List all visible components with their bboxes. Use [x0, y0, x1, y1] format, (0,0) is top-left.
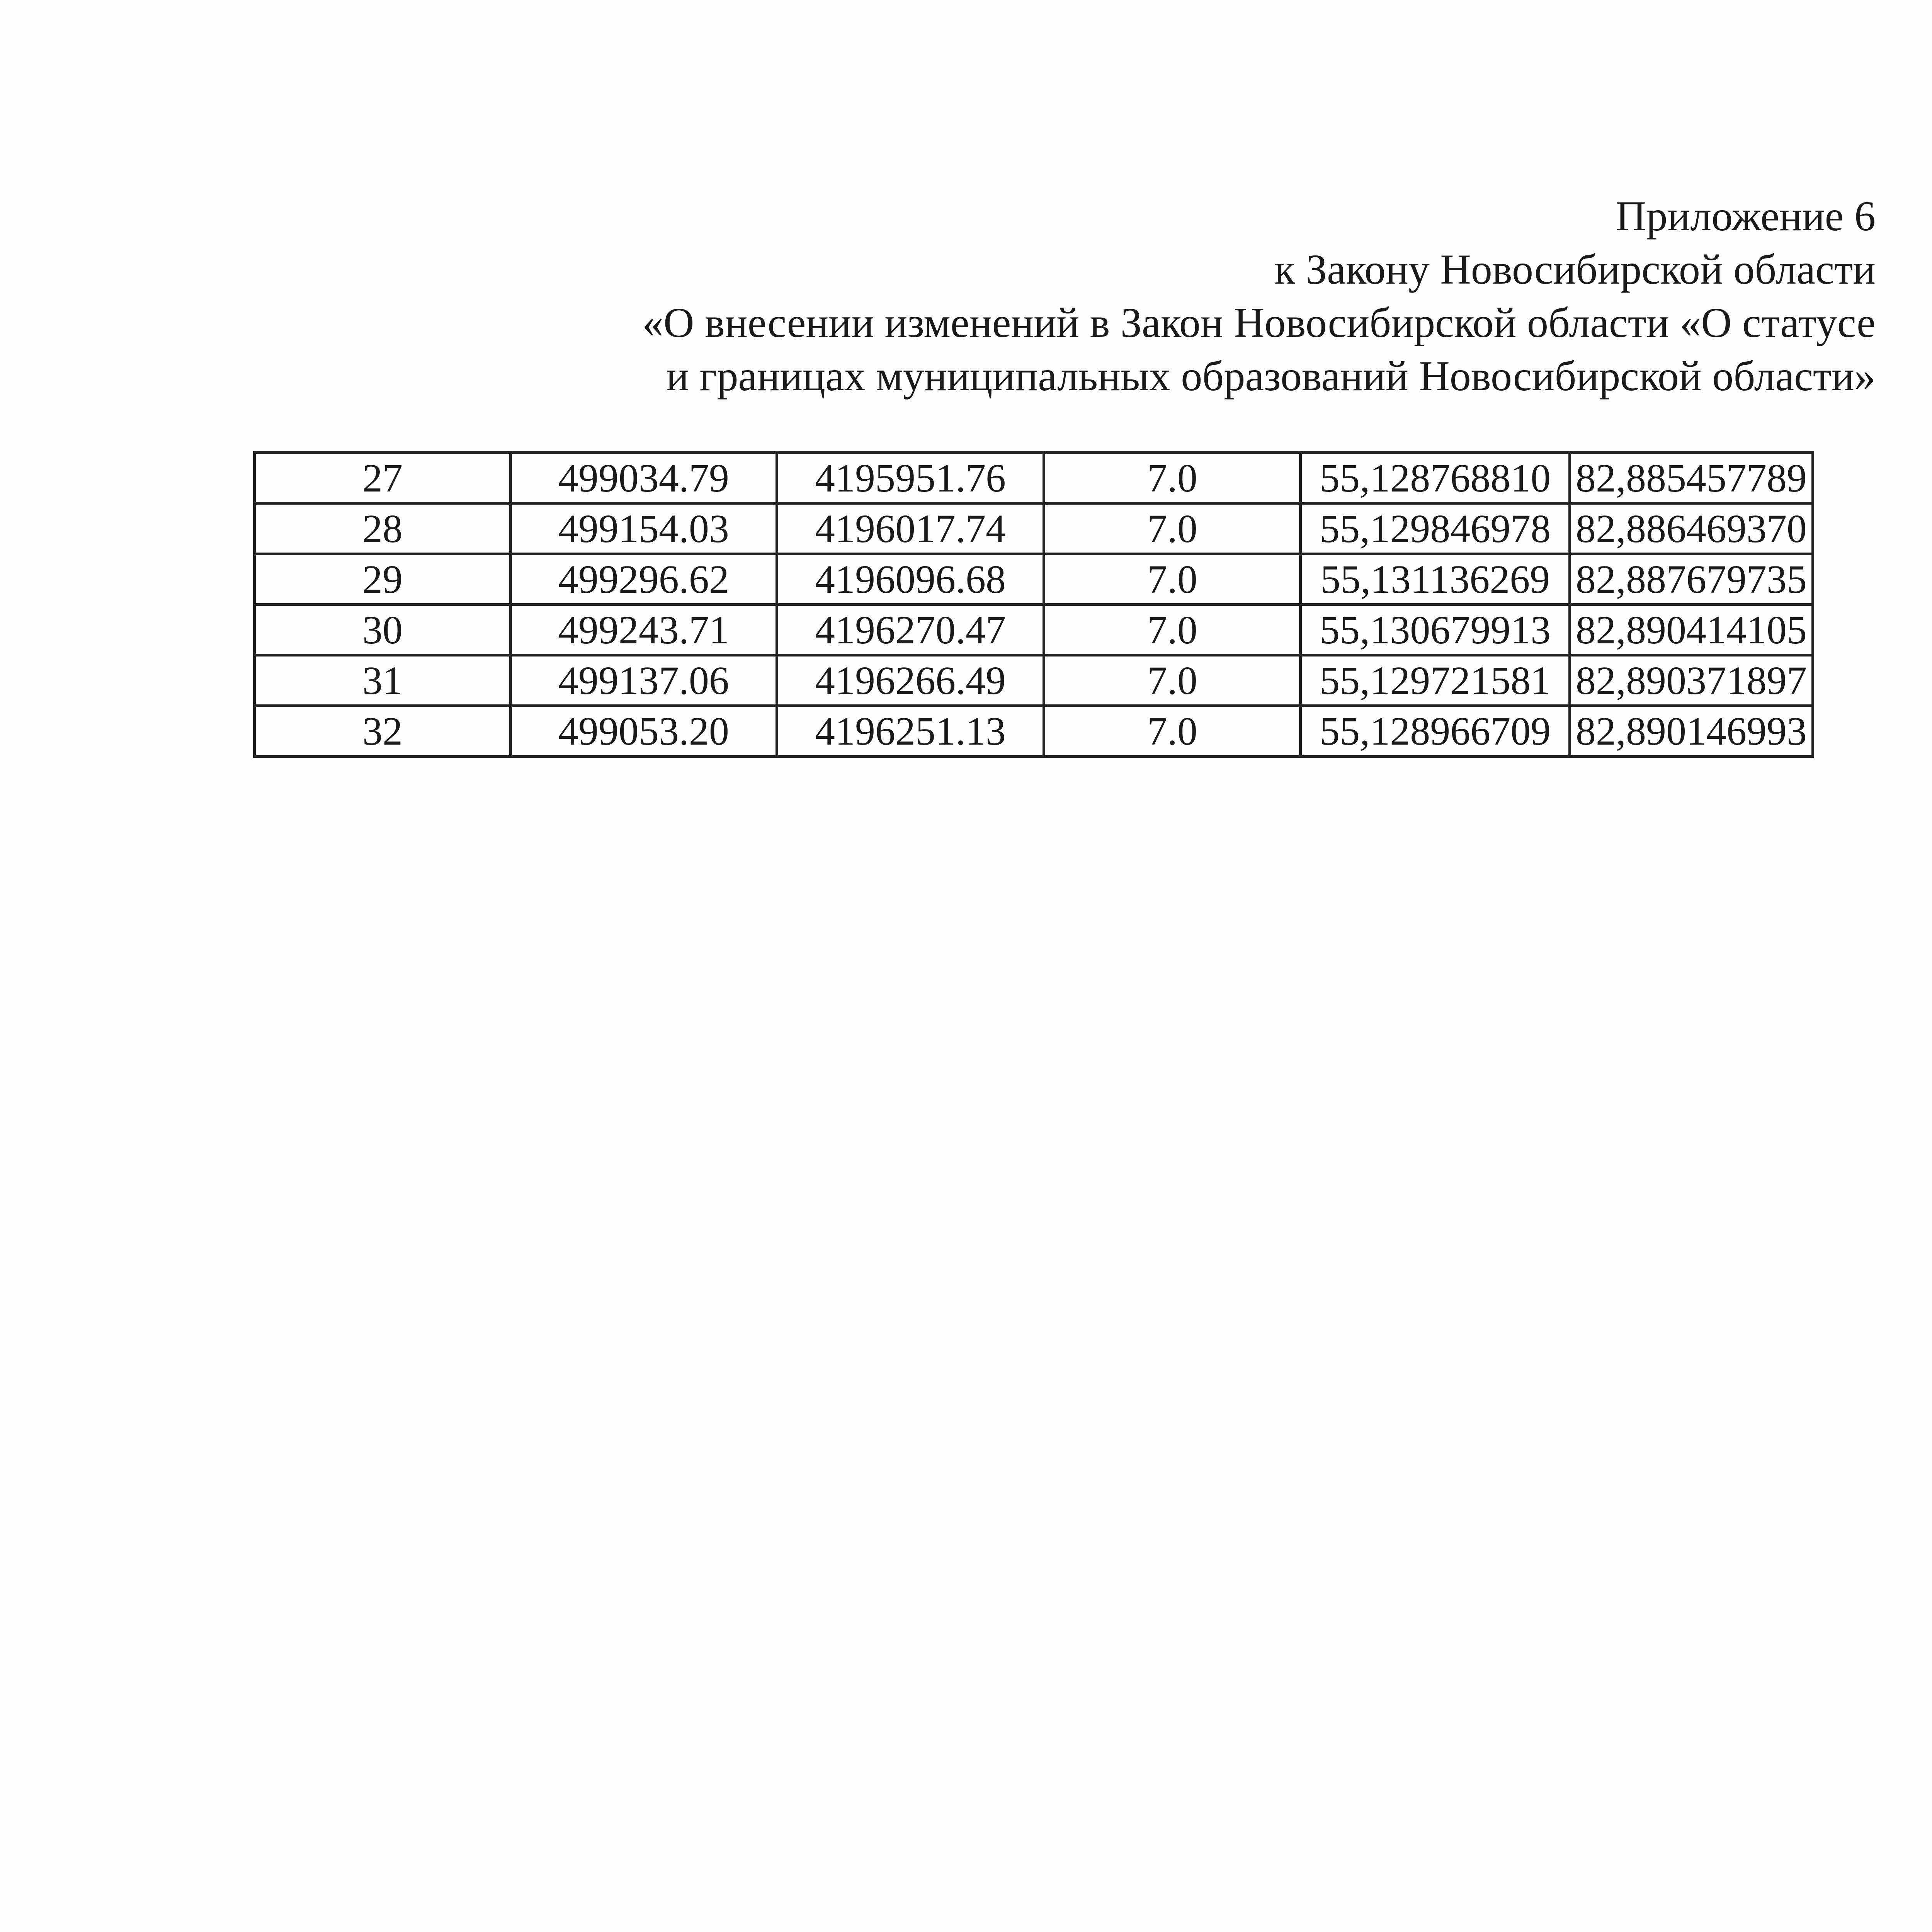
x-coordinate-cell: 499137.06: [510, 655, 777, 706]
point-number-cell: 29: [255, 554, 511, 605]
y-coordinate-cell: 4196270.47: [777, 605, 1044, 655]
y-coordinate-cell: 4196096.68: [777, 554, 1044, 605]
accuracy-cell: 7.0: [1044, 706, 1301, 757]
accuracy-cell: 7.0: [1044, 605, 1301, 655]
accuracy-cell: 7.0: [1044, 655, 1301, 706]
longitude-cell: 82,890146993: [1570, 706, 1813, 757]
appendix-law-name-line1: «О внесении изменений в Закон Новосибирской области «О статусе: [642, 299, 1876, 346]
latitude-cell: 55,130679913: [1301, 605, 1570, 655]
x-coordinate-cell: 499034.79: [510, 453, 777, 503]
x-coordinate-cell: 499243.71: [510, 605, 777, 655]
accuracy-cell: 7.0: [1044, 453, 1301, 503]
accuracy-cell: 7.0: [1044, 503, 1301, 554]
latitude-cell: 55,129846978: [1301, 503, 1570, 554]
x-coordinate-cell: 499053.20: [510, 706, 777, 757]
point-number-cell: 27: [255, 453, 511, 503]
table-row: [255, 503, 1813, 554]
table-row: [255, 453, 1813, 503]
y-coordinate-cell: 4195951.76: [777, 453, 1044, 503]
appendix-title: Приложение 6: [1616, 192, 1876, 240]
table-row: [255, 655, 1813, 706]
table-row: [255, 706, 1813, 757]
table-row: [255, 554, 1813, 605]
appendix-law-name-line2: и границах муниципальных образований Новосибирской области»: [666, 352, 1876, 400]
longitude-cell: 82,890371897: [1570, 655, 1813, 706]
x-coordinate-cell: 499154.03: [510, 503, 777, 554]
latitude-cell: 55,129721581: [1301, 655, 1570, 706]
point-number-cell: 32: [255, 706, 511, 757]
point-number-cell: 30: [255, 605, 511, 655]
table-row: [255, 605, 1813, 655]
longitude-cell: 82,885457789: [1570, 453, 1813, 503]
longitude-cell: 82,890414105: [1570, 605, 1813, 655]
coordinates-table: [253, 451, 1814, 758]
appendix-law-reference: к Закону Новосибирской области: [1274, 246, 1876, 293]
latitude-cell: 55,131136269: [1301, 554, 1570, 605]
y-coordinate-cell: 4196017.74: [777, 503, 1044, 554]
x-coordinate-cell: 499296.62: [510, 554, 777, 605]
longitude-cell: 82,886469370: [1570, 503, 1813, 554]
point-number-cell: 28: [255, 503, 511, 554]
y-coordinate-cell: 4196251.13: [777, 706, 1044, 757]
accuracy-cell: 7.0: [1044, 554, 1301, 605]
latitude-cell: 55,128768810: [1301, 453, 1570, 503]
y-coordinate-cell: 4196266.49: [777, 655, 1044, 706]
longitude-cell: 82,887679735: [1570, 554, 1813, 605]
point-number-cell: 31: [255, 655, 511, 706]
appendix-header: [253, 189, 1876, 403]
latitude-cell: 55,128966709: [1301, 706, 1570, 757]
